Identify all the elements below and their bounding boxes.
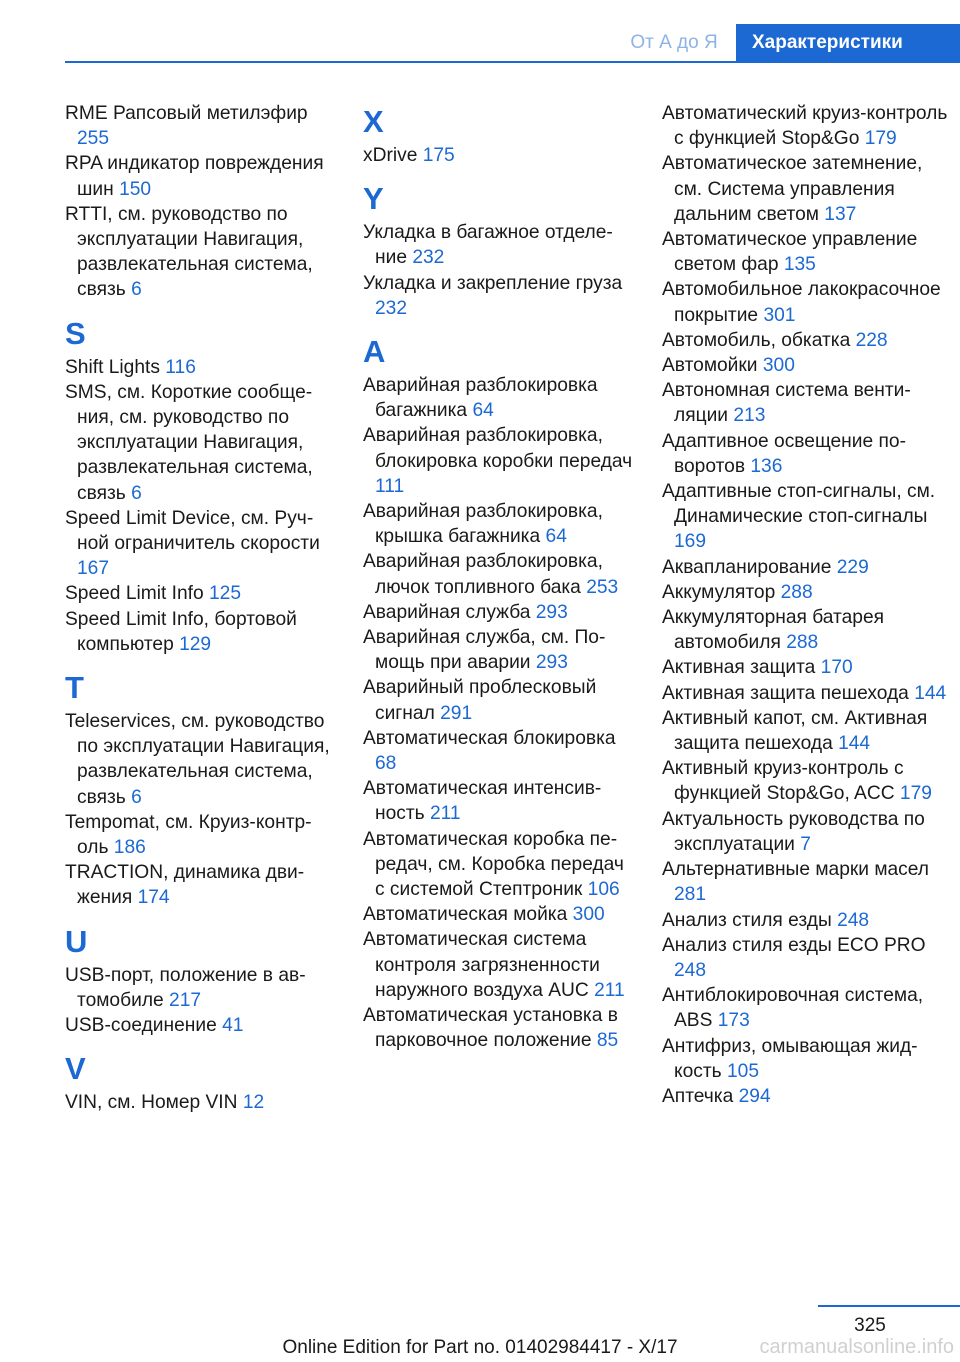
index-entry	[65, 355, 335, 380]
index-entry-term: TRACTION, динамика движения	[65, 862, 305, 909]
index-entry-term: Аккумулятор	[662, 581, 776, 603]
index-entry	[363, 549, 633, 599]
index-entry-term: Аптечка	[662, 1085, 734, 1107]
footer-rule	[818, 1305, 960, 1307]
index-entry-term: Автомобильное лакокрасочное покрытие	[662, 279, 941, 326]
index-entry-term: Аварийная служба	[363, 601, 531, 623]
index-page-link[interactable]: 144	[914, 682, 947, 704]
index-entry	[65, 607, 335, 657]
index-entry-term: Активная защита пешехода	[662, 682, 909, 704]
index-page-link[interactable]: 232	[375, 297, 408, 319]
index-page-link[interactable]: 248	[674, 959, 707, 981]
index-page-link[interactable]: 281	[674, 884, 707, 906]
index-page-link[interactable]: 85	[596, 1030, 619, 1052]
index-column-1	[65, 101, 335, 1116]
index-entry-term: Автоматическое затемнение, см. Система управления дальним светом	[662, 153, 923, 225]
index-entry-term: Автоматическая интенсивность	[363, 778, 602, 825]
index-entry-term: Teleservices, см. руководство по эксплуатации Навигация, развлекательная система, связь	[65, 711, 330, 808]
index-entry-term: RME Рапсовый метилэфир	[65, 103, 308, 124]
index-entry-term: Автоматическая установка в парковочное положение	[363, 1005, 618, 1052]
index-entry-term: Аквапланирование	[662, 556, 832, 578]
index-entry	[363, 600, 633, 625]
index-entry-term: USB-соединение	[65, 1015, 217, 1037]
index-entry	[662, 933, 954, 983]
index-entry-term: Укладка и закрепление груза	[363, 272, 623, 294]
index-entry-term: Укладка в багажное отделение	[363, 222, 613, 269]
index-page-link[interactable]: 7	[800, 833, 811, 855]
index-column-3	[662, 101, 954, 1109]
index-letter-heading: U	[65, 923, 88, 959]
index-entry	[363, 373, 633, 423]
index-entry	[65, 101, 335, 151]
index-entry	[662, 908, 954, 933]
index-page-link[interactable]: 232	[412, 247, 445, 269]
index-page-link[interactable]: 293	[535, 652, 568, 674]
index-page-link[interactable]: 105	[727, 1060, 760, 1082]
index-entry-term: Speed Limit Info	[65, 583, 204, 605]
index-entry	[662, 807, 954, 857]
index-entry-term: VIN, см. Номер VIN	[65, 1092, 238, 1114]
index-entry	[662, 353, 954, 378]
index-entry	[662, 655, 954, 680]
index-entry-term: USB-порт, положение в автомобиле	[65, 964, 306, 1011]
index-entry	[65, 963, 335, 1013]
index-entry-term: Адаптивное освещение поворотов	[662, 430, 906, 477]
index-entry-term: Аварийный проблесковый сигнал	[363, 677, 597, 724]
index-entry-term: Tempomat, см. Круиз-контроль	[65, 811, 312, 859]
index-entry	[65, 202, 335, 303]
index-entry-term: Альтернативные марки масел	[662, 859, 930, 881]
watermark: carmanualsonline.info	[759, 1336, 954, 1358]
index-letter-heading: X	[363, 104, 384, 139]
index-entry-term: Speed Limit Info, бортовой компьютер	[65, 608, 297, 655]
index-page-link[interactable]: 229	[836, 556, 869, 578]
index-entry-term: Активный круиз-контроль с функцией Stop&Go, ACC	[662, 758, 904, 805]
index-page-link[interactable]: 64	[545, 526, 567, 548]
index-page-link[interactable]: 248	[837, 909, 870, 931]
index-entry	[662, 580, 954, 605]
index-letter-heading: V	[65, 1051, 86, 1087]
index-entry-term: Автоматическое управление светом фар	[662, 229, 918, 276]
index-entry	[363, 726, 633, 776]
index-entry	[662, 983, 954, 1033]
index-entry	[363, 625, 633, 675]
index-entry	[363, 271, 633, 321]
index-entry-term: Антифриз, омывающая жидкость	[662, 1035, 918, 1082]
index-letter-heading: T	[65, 670, 84, 706]
index-entry-term: Активная защита	[662, 657, 816, 679]
index-page-link[interactable]: 129	[179, 633, 212, 655]
index-entry	[662, 681, 954, 706]
index-entry-term: Аварийная служба, см. Помощь при аварии	[363, 627, 606, 674]
index-entry	[65, 1013, 335, 1038]
index-entry	[662, 227, 954, 277]
page-number: 325	[854, 1315, 886, 1336]
index-page-link[interactable]: 167	[77, 558, 110, 580]
index-entry	[65, 860, 335, 910]
index-entry	[65, 581, 335, 606]
index-letter-heading: A	[363, 334, 386, 370]
index-page-link[interactable]: 300	[572, 904, 605, 926]
index-entry	[662, 429, 954, 479]
index-entry	[662, 277, 954, 327]
index-entry-term: Автоматическая мойка	[363, 904, 568, 926]
index-entry-term: RPA индикатор повреждения шин	[65, 153, 324, 200]
index-page-link[interactable]: 211	[430, 803, 461, 825]
index-entry	[662, 555, 954, 580]
index-entry	[65, 1090, 335, 1115]
index-entry	[363, 902, 633, 927]
index-entry	[363, 143, 633, 168]
index-entry	[363, 776, 633, 826]
index-entry	[662, 328, 954, 353]
index-page-link[interactable]: 211	[594, 979, 625, 1001]
index-page-link[interactable]: 136	[750, 455, 783, 477]
header-rule	[65, 61, 960, 63]
index-entry-term: Автомобиль, обкатка	[662, 329, 851, 351]
index-entry-term: Автоматический круиз-контроль с функцией Stop&Go	[662, 103, 948, 150]
index-entry-term: Актуальность руководства по эксплуатации	[662, 808, 925, 855]
index-entry	[662, 1084, 954, 1109]
index-entry-term: Автомойки	[662, 355, 758, 377]
index-page-link[interactable]: 106	[587, 879, 620, 901]
index-page-link[interactable]: 137	[824, 203, 857, 225]
index-page-link[interactable]: 288	[780, 581, 813, 603]
index-page-link[interactable]: 6	[131, 279, 142, 301]
index-page-link[interactable]: 213	[733, 405, 766, 427]
index-entry	[363, 499, 633, 549]
index-letter-heading: S	[65, 315, 86, 351]
index-page-link[interactable]: 68	[375, 753, 397, 775]
index-page-link[interactable]: 288	[786, 632, 819, 654]
index-page-link[interactable]: 173	[717, 1010, 750, 1032]
index-entry-term: Анализ стиля езды ECO PRO	[662, 934, 926, 956]
index-entry	[65, 709, 335, 810]
index-page-link[interactable]: 175	[422, 145, 455, 166]
index-entry	[65, 380, 335, 506]
index-entry	[662, 479, 954, 555]
index-page-link[interactable]: 179	[899, 783, 932, 805]
header-chapter-tab: Характеристики	[736, 24, 960, 62]
index-entry-term: Shift Lights	[65, 356, 160, 378]
index-entry	[662, 101, 954, 151]
index-entry-term: Адаптивные стоп-сигналы, см. Динамические стоп-сигналы	[662, 481, 936, 528]
index-page-link[interactable]: 6	[131, 482, 142, 504]
index-page-link[interactable]: 144	[838, 733, 871, 755]
index-page-link[interactable]: 174	[137, 887, 170, 909]
index-page-link[interactable]: 64	[472, 400, 494, 422]
index-page-link[interactable]: 116	[165, 356, 196, 378]
index-page-link[interactable]: 150	[119, 178, 152, 200]
index-page-link[interactable]: 41	[222, 1015, 244, 1037]
header-section-tab: От А до Я	[630, 32, 718, 53]
index-page-link[interactable]: 293	[535, 601, 568, 623]
index-entry-term: Speed Limit Device, см. Ручной ограничитель скорости	[65, 507, 320, 555]
index-entry	[662, 378, 954, 428]
index-page-link[interactable]: 125	[209, 583, 242, 605]
index-entry	[662, 151, 954, 227]
index-page-link[interactable]: 186	[113, 837, 146, 859]
index-entry	[662, 1034, 954, 1084]
index-page-link[interactable]: 301	[763, 304, 796, 326]
edition-note: Online Edition for Part no. 01402984417 - X/17	[282, 1337, 678, 1358]
index-entry	[363, 675, 633, 725]
index-entry	[363, 423, 633, 499]
index-page-link[interactable]: 291	[440, 702, 473, 724]
index-entry-term: SMS, см. Короткие сообщения, см. руководство по эксплуатации Навигация, развлекательная система, связь	[65, 381, 313, 504]
index-page-link[interactable]: 228	[855, 329, 888, 351]
index-entry	[65, 810, 335, 860]
index-entry-term: Активный капот, см. Активная защита пешехода	[662, 707, 928, 755]
index-entry-term: Аварийная разблокировка, блокировка коробки передач	[363, 425, 633, 472]
index-page-link[interactable]: 135	[783, 254, 816, 276]
index-entry-term: Аварийная разблокировка, лючок топливного бака	[363, 551, 603, 598]
index-entry-term: Антиблокировочная система, ABS	[662, 985, 924, 1032]
index-page-link[interactable]: 170	[820, 657, 853, 679]
index-page-link[interactable]: 179	[864, 128, 897, 150]
index-entry-term: Аварийная разблокировка, крышка багажника	[363, 501, 603, 548]
index-entry-term: Автоматическая коробка передач, см. Коробка передач с системой Стептроник	[363, 828, 624, 901]
index-page-link[interactable]: 255	[77, 128, 110, 150]
index-entry	[363, 827, 633, 903]
index-page-link[interactable]: 300	[762, 355, 795, 377]
index-entry-term: xDrive	[363, 145, 418, 166]
index-entry-term: RTTI, см. руководство по эксплуатации Навигация, развлекательная система, связь	[65, 203, 313, 301]
index-page-link[interactable]: 6	[131, 786, 142, 808]
index-entry-term: Автоматическая блокировка	[363, 727, 616, 749]
index-entry-term: Аварийная разблокировка багажника	[363, 375, 598, 422]
index-entry-term: Автономная система вентиляции	[662, 380, 911, 427]
index-page-link[interactable]: 294	[738, 1085, 771, 1107]
index-entry	[363, 1003, 633, 1053]
index-entry	[662, 756, 954, 806]
index-entry	[65, 151, 335, 201]
index-entry	[662, 706, 954, 756]
index-entry	[662, 605, 954, 655]
index-column-2	[363, 101, 633, 1054]
index-page-link[interactable]: 217	[169, 989, 202, 1011]
index-entry-term: Аккумуляторная батарея автомобиля	[662, 607, 885, 654]
index-letter-heading: Y	[363, 181, 384, 217]
index-entry	[363, 220, 633, 270]
index-entry	[363, 927, 633, 1003]
index-entry-term: Анализ стиля езды	[662, 909, 832, 931]
index-page-link[interactable]: 111	[375, 475, 405, 497]
index-page-link[interactable]: 253	[586, 576, 619, 598]
index-entry	[65, 506, 335, 582]
index-page-link[interactable]: 12	[242, 1092, 265, 1114]
index-entry	[662, 857, 954, 907]
index-page-link[interactable]: 169	[674, 531, 707, 553]
index-entry-term: Автоматическая система контроля загрязненности наружного воздуха AUC	[363, 929, 600, 1001]
